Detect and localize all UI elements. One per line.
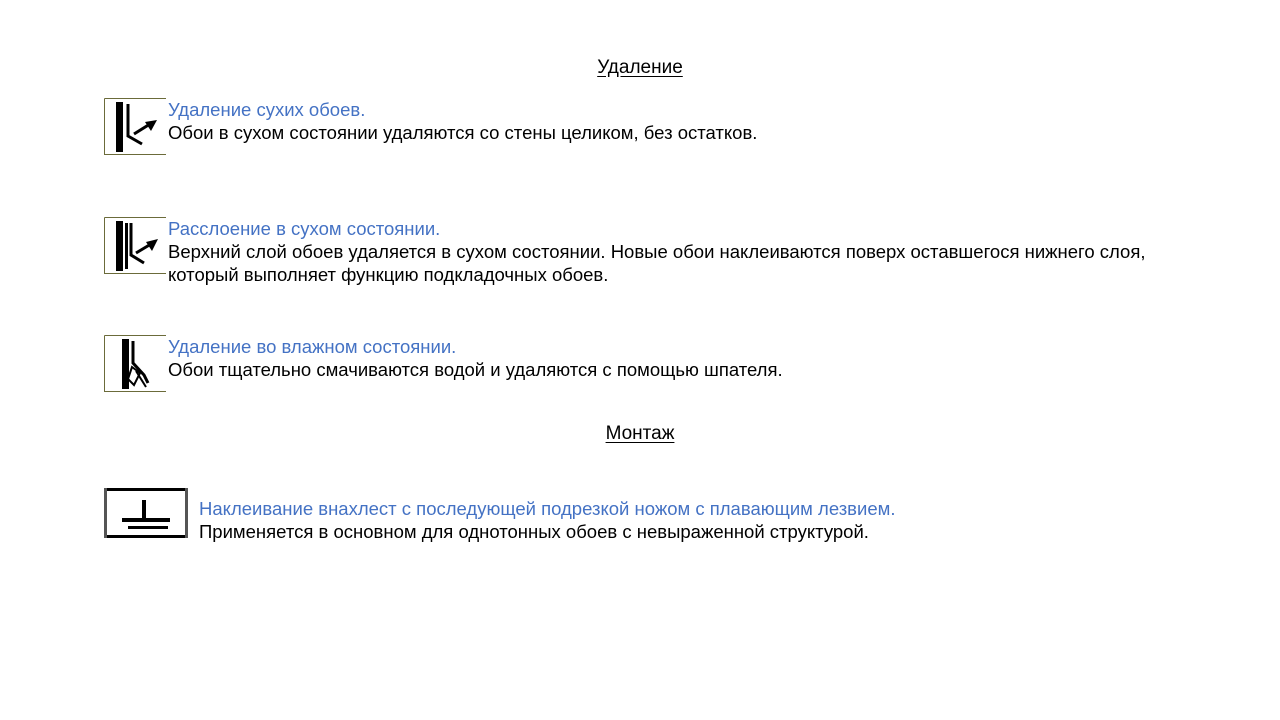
item-description: Применяется в основном для однотонных обоев с невыраженной структурой. [199,521,869,542]
item-title: Наклеивание внахлест с последующей подрезкой ножом с плавающим лезвием. [199,498,896,519]
item-title: Расслоение в сухом состоянии. [168,218,441,239]
item-title: Удаление во влажном состоянии. [168,336,457,357]
section-heading-installation: Монтаж [605,423,675,444]
item-title: Удаление сухих обоев. [168,99,366,120]
wet-removal-icon [104,335,166,392]
item-description: Обои тщательно смачиваются водой и удаляются с помощью шпателя. [168,359,783,380]
dry-strip-icon [104,98,166,155]
item-description: Обои в сухом состоянии удаляются со стены целиком, без остатков. [168,122,758,143]
overlap-cut-icon [104,488,188,538]
item-description: Верхний слой обоев удаляется в сухом состоянии. Новые обои наклеиваются поверх оставшегося нижнего слоя, который выполняет функцию подкладочных обоев. [168,241,1146,285]
dry-peel-icon [104,217,166,274]
section-heading-removal: Удаление [597,57,683,78]
